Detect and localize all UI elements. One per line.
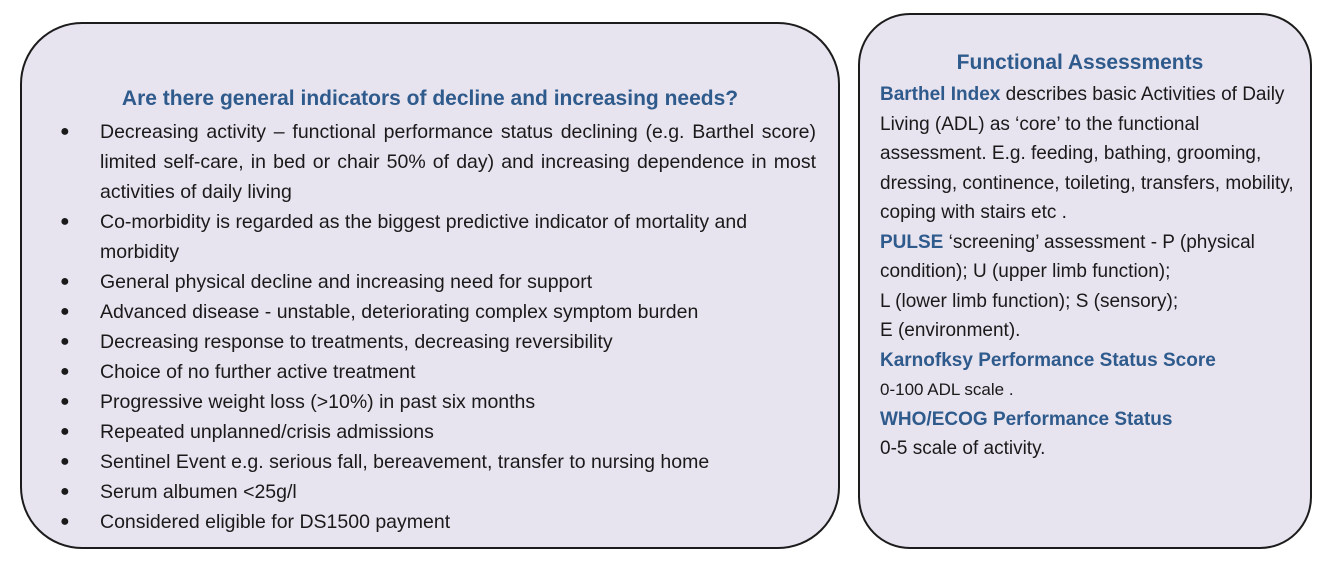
indicator-text: Advanced disease - unstable, deteriorating complex symptom burden xyxy=(100,301,699,323)
indicator-text: Co-morbidity is regarded as the biggest predictive indicator of mortality and morbidity xyxy=(100,211,748,263)
functional-assessments-title: Functional Assessments xyxy=(956,51,1204,74)
bullet-icon: ● xyxy=(60,453,70,470)
bullet-icon: ● xyxy=(60,303,70,320)
who-ecog-name: WHO/ECOG Performance Status xyxy=(880,408,1173,430)
indicator-item xyxy=(56,387,816,417)
bullet-icon: ● xyxy=(60,393,70,410)
indicator-text: Decreasing response to treatments, decreasing reversibility xyxy=(100,331,613,353)
bullet-icon: ● xyxy=(60,483,70,500)
indicator-text: Choice of no further active treatment xyxy=(100,361,416,383)
pulse-description: ‘screening’ assessment - P (physical condition); U (upper limb function); xyxy=(880,231,1255,282)
bullet-icon: ● xyxy=(60,273,70,290)
indicator-text: Considered eligible for DS1500 payment xyxy=(100,511,451,533)
indicator-text: General physical decline and increasing need for support xyxy=(100,271,593,293)
pulse-line-lower-limb: L (lower limb function); S (sensory); xyxy=(880,290,1179,312)
pulse-name: PULSE xyxy=(880,231,944,253)
indicator-item xyxy=(56,357,816,387)
bullet-icon: ● xyxy=(60,513,70,530)
indicator-text: Progressive weight loss (>10%) in past six months xyxy=(100,391,536,413)
indicator-text: Serum albumen <25g/l xyxy=(100,481,297,503)
indicator-item xyxy=(56,267,816,297)
bullet-icon: ● xyxy=(60,363,70,380)
pulse-block xyxy=(880,228,1300,346)
barthel-index-name: Barthel Index xyxy=(880,84,1001,105)
bullet-icon: ● xyxy=(60,333,70,350)
pulse-line-environment: E (environment). xyxy=(880,320,1021,341)
indicator-item xyxy=(56,297,816,327)
decline-indicators-title: Are there general indicators of decline and increasing needs? xyxy=(121,87,739,110)
bullet-icon: ● xyxy=(60,213,70,230)
indicator-item xyxy=(56,117,816,207)
who-ecog-block xyxy=(880,405,1300,464)
indicator-item xyxy=(56,207,816,267)
decline-indicators-list xyxy=(56,117,816,537)
functional-assessments-content xyxy=(880,49,1300,464)
bullet-icon: ● xyxy=(60,423,70,440)
barthel-index-block xyxy=(880,80,1300,228)
bullet-icon: ● xyxy=(60,123,70,140)
functional-assessments-panel xyxy=(858,13,1312,549)
barthel-index-description: describes basic Activities of Daily Living (ADL) as ‘core’ to the functional assessment. E.g. feeding, bathing, grooming, dressing, continence, toileting, transfers, mobility, coping with stairs etc . xyxy=(880,84,1294,223)
karnofsky-description: 0-100 ADL scale . xyxy=(880,380,1014,399)
who-ecog-description: 0-5 scale of activity. xyxy=(880,438,1046,459)
karnofsky-block xyxy=(880,346,1300,405)
indicator-item xyxy=(56,447,816,477)
indicator-item xyxy=(56,327,816,357)
indicator-text: Sentinel Event e.g. serious fall, bereavement, transfer to nursing home xyxy=(100,451,710,473)
indicator-text: Decreasing activity – functional performance status declining (e.g. Barthel score) limited self-care, in bed or chair 50% of day) and increasing dependence in most activities of daily living xyxy=(100,121,816,203)
indicator-item xyxy=(56,417,816,447)
indicator-item xyxy=(56,507,816,537)
indicator-item xyxy=(56,477,816,507)
decline-indicators-panel xyxy=(20,22,840,549)
indicator-text: Repeated unplanned/crisis admissions xyxy=(100,421,434,443)
karnofsky-name: Karnofksy Performance Status Score xyxy=(880,349,1216,371)
